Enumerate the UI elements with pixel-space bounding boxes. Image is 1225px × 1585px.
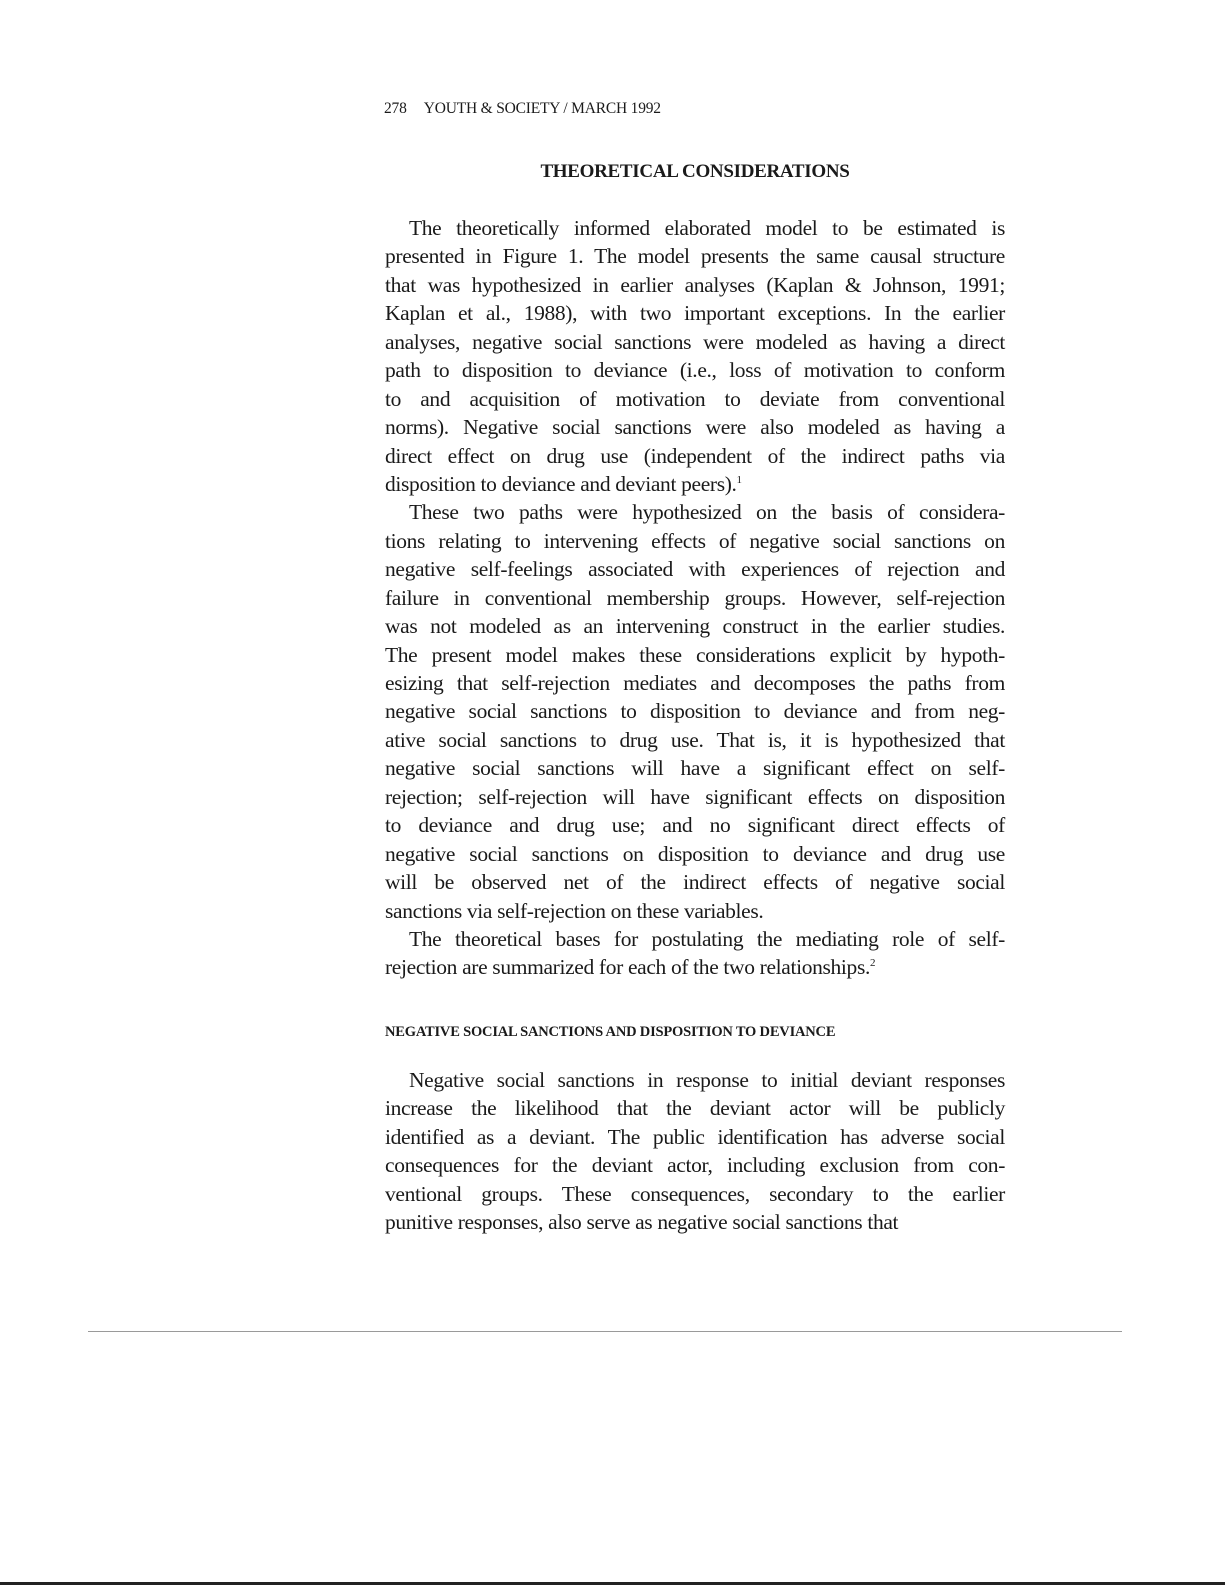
text-line (385, 584, 1005, 612)
text-line-content: negative social sanctions will have a significant effect on self- (385, 756, 1005, 781)
text-line (385, 612, 1005, 640)
body-text (385, 214, 1005, 982)
text-line (385, 953, 1005, 981)
text-line (385, 470, 1005, 498)
text-line-content: to and acquisition of motivation to deviate from conventional (385, 386, 1005, 411)
text-line-content: consequences for the deviant actor, including exclusion from con- (385, 1153, 1005, 1178)
text-line (385, 840, 1005, 868)
text-line-content: norms). Negative social sanctions were also modeled as having a (385, 415, 1005, 440)
text-line (385, 783, 1005, 811)
text-line (385, 214, 1005, 242)
text-line-content: negative self-feelings associated with experiences of rejection and (385, 557, 1005, 582)
page-number: 278 (384, 100, 407, 117)
text-line (385, 641, 1005, 669)
text-line (385, 1208, 1005, 1236)
text-line (385, 726, 1005, 754)
section-title: THEORETICAL CONSIDERATIONS (540, 161, 850, 182)
text-line (385, 271, 1005, 299)
subsection-body (385, 1066, 1005, 1237)
subsection-title: NEGATIVE SOCIAL SANCTIONS AND DISPOSITION TO DEVIANCE (385, 1024, 836, 1040)
text-line-content: ative social sanctions to drug use. That is, it is hypothesized that (385, 727, 1005, 752)
text-line-content: identified as a deviant. The public identification has adverse social (385, 1124, 1005, 1149)
text-line (385, 1066, 1005, 1094)
text-line-content: The theoretical bases for postulating the mediating role of self- (409, 926, 1005, 951)
text-line-content: rejection; self-rejection will have significant effects on disposition (385, 784, 1005, 809)
text-line (385, 868, 1005, 896)
text-line-content: to deviance and drug use; and no significant direct effects of (385, 813, 1005, 838)
text-line (385, 299, 1005, 327)
text-line (385, 811, 1005, 839)
text-line-content: tions relating to intervening effects of negative social sanctions on (385, 528, 1005, 553)
text-line-content: These two paths were hypothesized on the basis of considera- (409, 500, 1005, 525)
text-line-content: Kaplan et al., 1988), with two important exceptions. In the earlier (385, 301, 1005, 326)
text-line (385, 925, 1005, 953)
text-line (385, 1123, 1005, 1151)
text-line (385, 356, 1005, 384)
text-line-content: disposition to deviance and deviant peers). (385, 471, 737, 496)
text-line (385, 1180, 1005, 1208)
footnote-marker[interactable]: 1 (736, 473, 742, 486)
text-line-content: will be observed net of the indirect effects of negative social (385, 870, 1005, 895)
text-line-content: negative social sanctions to disposition to deviance and from neg- (385, 699, 1005, 724)
text-line (385, 1094, 1005, 1122)
footnote-marker[interactable]: 2 (870, 957, 876, 970)
text-line-content: increase the likelihood that the deviant actor will be publicly (385, 1096, 1005, 1121)
text-line (385, 498, 1005, 526)
text-line (385, 242, 1005, 270)
text-line-content: was not modeled as an intervening construct in the earlier studies. (385, 614, 1005, 639)
text-line-content: esizing that self-rejection mediates and decomposes the paths from (385, 671, 1005, 695)
text-line-content: direct effect on drug use (independent of the indirect paths via (385, 443, 1005, 468)
text-line-content: failure in conventional membership groups. However, self-rejection (385, 585, 1005, 610)
text-line (385, 754, 1005, 782)
text-line-content: analyses, negative social sanctions were modeled as having a direct (385, 329, 1005, 354)
text-line (385, 328, 1005, 356)
running-header (384, 100, 661, 118)
text-line (385, 697, 1005, 725)
text-line (385, 385, 1005, 413)
text-line-content: Negative social sanctions in response to initial deviant responses (409, 1068, 1005, 1092)
page-edge-divider (88, 1331, 1122, 1332)
text-line-content: rejection are summarized for each of the two relationships. (385, 955, 870, 980)
text-line-content: presented in Figure 1. The model presents the same causal structure (385, 244, 1005, 269)
text-line-content: negative social sanctions on disposition to deviance and drug use (385, 841, 1005, 866)
text-line-content: The theoretically informed elaborated model to be estimated is (409, 216, 1005, 240)
text-line-content: that was hypothesized in earlier analyses (Kaplan & Johnson, 1991; (385, 272, 1005, 297)
text-line-content: ventional groups. These consequences, secondary to the earlier (385, 1181, 1005, 1206)
text-line (385, 442, 1005, 470)
text-line-content: path to disposition to deviance (i.e., loss of motivation to conform (385, 358, 1005, 383)
text-line (385, 669, 1005, 697)
text-line (385, 897, 1005, 925)
text-line-content: The present model makes these considerations explicit by hypoth- (385, 642, 1005, 667)
text-line-content: punitive responses, also serve as negative social sanctions that (385, 1210, 899, 1235)
text-line (385, 413, 1005, 441)
text-line (385, 555, 1005, 583)
journal-title: YOUTH & SOCIETY / MARCH 1992 (423, 100, 661, 117)
text-line (385, 527, 1005, 555)
text-line (385, 1151, 1005, 1179)
text-line-content: sanctions via self-rejection on these variables. (385, 898, 764, 923)
